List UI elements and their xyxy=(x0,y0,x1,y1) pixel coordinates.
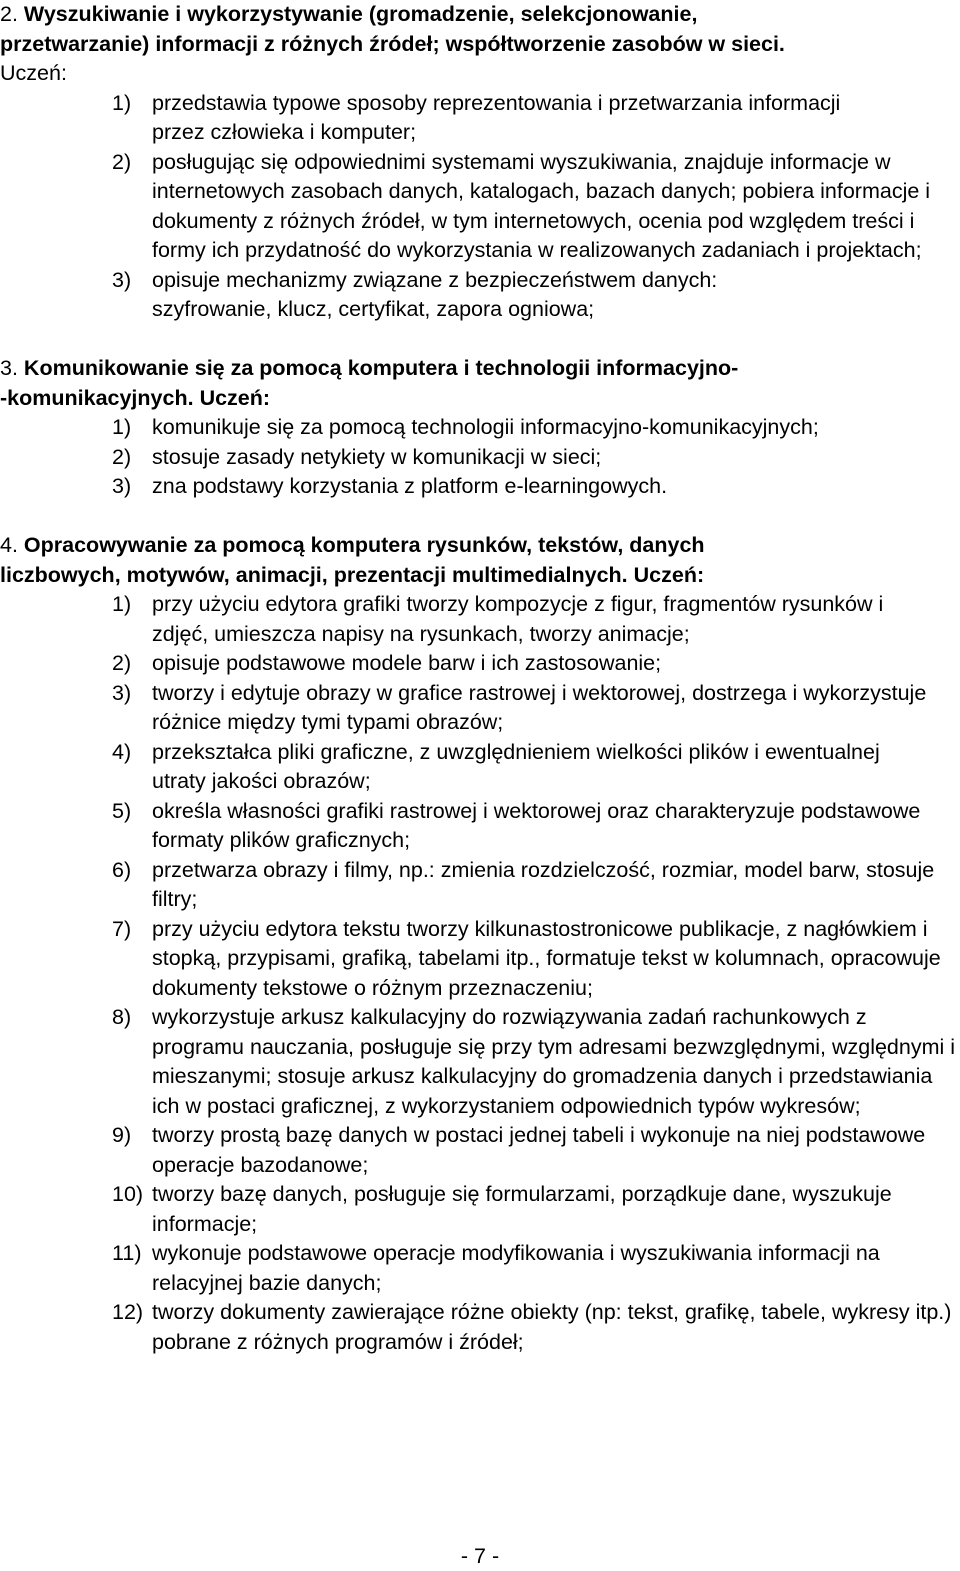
list-item xyxy=(0,915,960,1004)
student-label: Uczeń: xyxy=(633,562,705,587)
list-item xyxy=(0,679,960,738)
list-item xyxy=(0,1003,960,1121)
item-text: komunikuje się za pomocą technologii informacyjno-komunikacyjnych; xyxy=(152,415,819,439)
section-3-heading xyxy=(0,354,960,384)
list-item xyxy=(0,590,960,649)
section-2 xyxy=(0,0,960,325)
section-number: 2. xyxy=(0,2,18,26)
section-number: 4. xyxy=(0,533,18,557)
item-number: 12) xyxy=(112,1300,144,1324)
item-number: 4) xyxy=(112,739,132,764)
section-4-heading-cont xyxy=(0,561,960,591)
section-title-cont: liczbowych, motywów, animacji, prezentacji multimedialnych. xyxy=(0,562,628,587)
item-text: opisuje mechanizmy związane z bezpieczeństwem danych: szyfrowanie, klucz, certyfikat, zapora ogniowa; xyxy=(152,267,718,321)
list-item xyxy=(0,1298,960,1357)
list-item xyxy=(0,413,960,443)
section-2-heading-cont xyxy=(0,30,960,60)
learning-outcomes-list xyxy=(0,413,960,502)
item-text: przekształca pliki graficzne, z uwzględnieniem wielkości plików i ewentualnej utraty jakości obrazów; xyxy=(152,739,880,793)
item-text: stosuje zasady netykiety w komunikacji w sieci; xyxy=(152,444,602,469)
section-number: 3. xyxy=(0,356,18,380)
student-label: Uczeń: xyxy=(0,61,67,85)
item-text: posługując się odpowiednimi systemami wyszukiwania, znajduje informacje w internetowych zasobach danych, katalogach, bazach danych; pobiera informacje i dokumenty z różnych źródeł, w tym internetowych, ocenia pod względem treści i formy ich przydatność do wykorzystania w realizowanych zadaniach i projektach; xyxy=(152,149,931,262)
item-number: 6) xyxy=(112,857,132,882)
list-item xyxy=(0,443,960,473)
item-number: 9) xyxy=(112,1123,132,1147)
section-3 xyxy=(0,354,960,502)
item-text: tworzy bazę danych, posługuje się formularzami, porządkuje dane, wyszukuje informacje; xyxy=(152,1182,892,1236)
item-number: 8) xyxy=(112,1005,132,1029)
item-text: tworzy prostą bazę danych w postaci jednej tabeli i wykonuje na niej podstawowe operacje bazodanowe; xyxy=(152,1123,926,1177)
item-number: 1) xyxy=(112,415,132,439)
list-item xyxy=(0,649,960,679)
item-text: wykonuje podstawowe operacje modyfikowania i wyszukiwania informacji na relacyjnej bazie danych; xyxy=(152,1241,880,1295)
list-item xyxy=(0,1180,960,1239)
page-number: - 7 - xyxy=(460,1544,500,1568)
item-text: przy użyciu edytora grafiki tworzy kompozycje z figur, fragmentów rysunków i zdjęć, umieszcza napisy na rysunkach, tworzy animacje; xyxy=(152,592,884,646)
item-number: 2) xyxy=(112,444,132,469)
item-text: wykorzystuje arkusz kalkulacyjny do rozwiązywania zadań rachunkowych z programu nauczania, posługuje się przy tym adresami bezwzględnymi, względnymi i mieszanymi; stosuje arkusz kalkulacyjny do gromadzenia danych i przedstawiania ich w postaci graficznej, z wykorzystaniem odpowiednich typów wykresów; xyxy=(152,1005,956,1118)
section-title: Wyszukiwanie i wykorzystywanie (gromadzenie, selekcjonowanie, xyxy=(23,2,698,26)
list-item xyxy=(0,89,960,148)
section-title: Komunikowanie się za pomocą komputera i technologii informacyjno- xyxy=(23,356,739,380)
learning-outcomes-list xyxy=(0,89,960,325)
item-text: przetwarza obrazy i filmy, np.: zmienia rozdzielczość, rozmiar, model barw, stosuje filtry; xyxy=(152,857,935,911)
item-text: opisuje podstawowe modele barw i ich zastosowanie; xyxy=(152,651,662,675)
item-number: 5) xyxy=(112,798,132,823)
list-item xyxy=(0,1121,960,1180)
item-number: 3) xyxy=(112,680,132,705)
item-number: 2) xyxy=(112,651,132,675)
item-text: przy użyciu edytora tekstu tworzy kilkunastostronicowe publikacje, z nagłówkiem i stopką, przypisami, grafiką, tabelami itp., formatuje tekst w kolumnach, opracowuje dokumenty tekstowe o różnym przeznaczeniu; xyxy=(152,916,941,1000)
list-item xyxy=(0,1239,960,1298)
learning-outcomes-list xyxy=(0,590,960,1357)
list-item xyxy=(0,148,960,266)
list-item xyxy=(0,738,960,797)
section-title-cont: -komunikacyjnych. xyxy=(0,385,194,410)
list-item xyxy=(0,266,960,325)
section-title: Opracowywanie za pomocą komputera rysunków, tekstów, danych xyxy=(23,533,705,557)
section-4 xyxy=(0,531,960,1357)
section-3-heading-cont xyxy=(0,384,960,414)
item-text: przedstawia typowe sposoby reprezentowania i przetwarzania informacji przez człowieka i komputer; xyxy=(152,90,841,144)
item-text: tworzy dokumenty zawierające różne obiekty (np: tekst, grafikę, tabele, wykresy itp.) pobrane z różnych programów i źródeł; xyxy=(152,1300,952,1354)
item-text: określa własności grafiki rastrowej i wektorowej oraz charakteryzuje podstawowe formaty plików graficznych; xyxy=(152,798,921,852)
item-text: zna podstawy korzystania z platform e-learningowych. xyxy=(152,474,668,498)
list-item xyxy=(0,856,960,915)
student-label: Uczeń: xyxy=(199,385,271,410)
item-text: tworzy i edytuje obrazy w grafice rastrowej i wektorowej, dostrzega i wykorzystuje różnice między tymi typami obrazów; xyxy=(152,680,927,734)
item-number: 1) xyxy=(112,592,132,616)
item-number: 1) xyxy=(112,90,132,115)
item-number: 10) xyxy=(112,1182,144,1206)
section-4-heading xyxy=(0,531,960,561)
section-2-heading xyxy=(0,0,960,30)
item-number: 7) xyxy=(112,916,132,941)
list-item xyxy=(0,797,960,856)
item-number: 3) xyxy=(112,267,132,292)
item-number: 11) xyxy=(112,1241,142,1265)
list-item xyxy=(0,472,960,502)
item-number: 2) xyxy=(112,149,132,174)
item-number: 3) xyxy=(112,474,132,498)
section-title-cont: przetwarzanie) informacji z różnych źródeł; współtworzenie zasobów w sieci. xyxy=(0,31,785,56)
